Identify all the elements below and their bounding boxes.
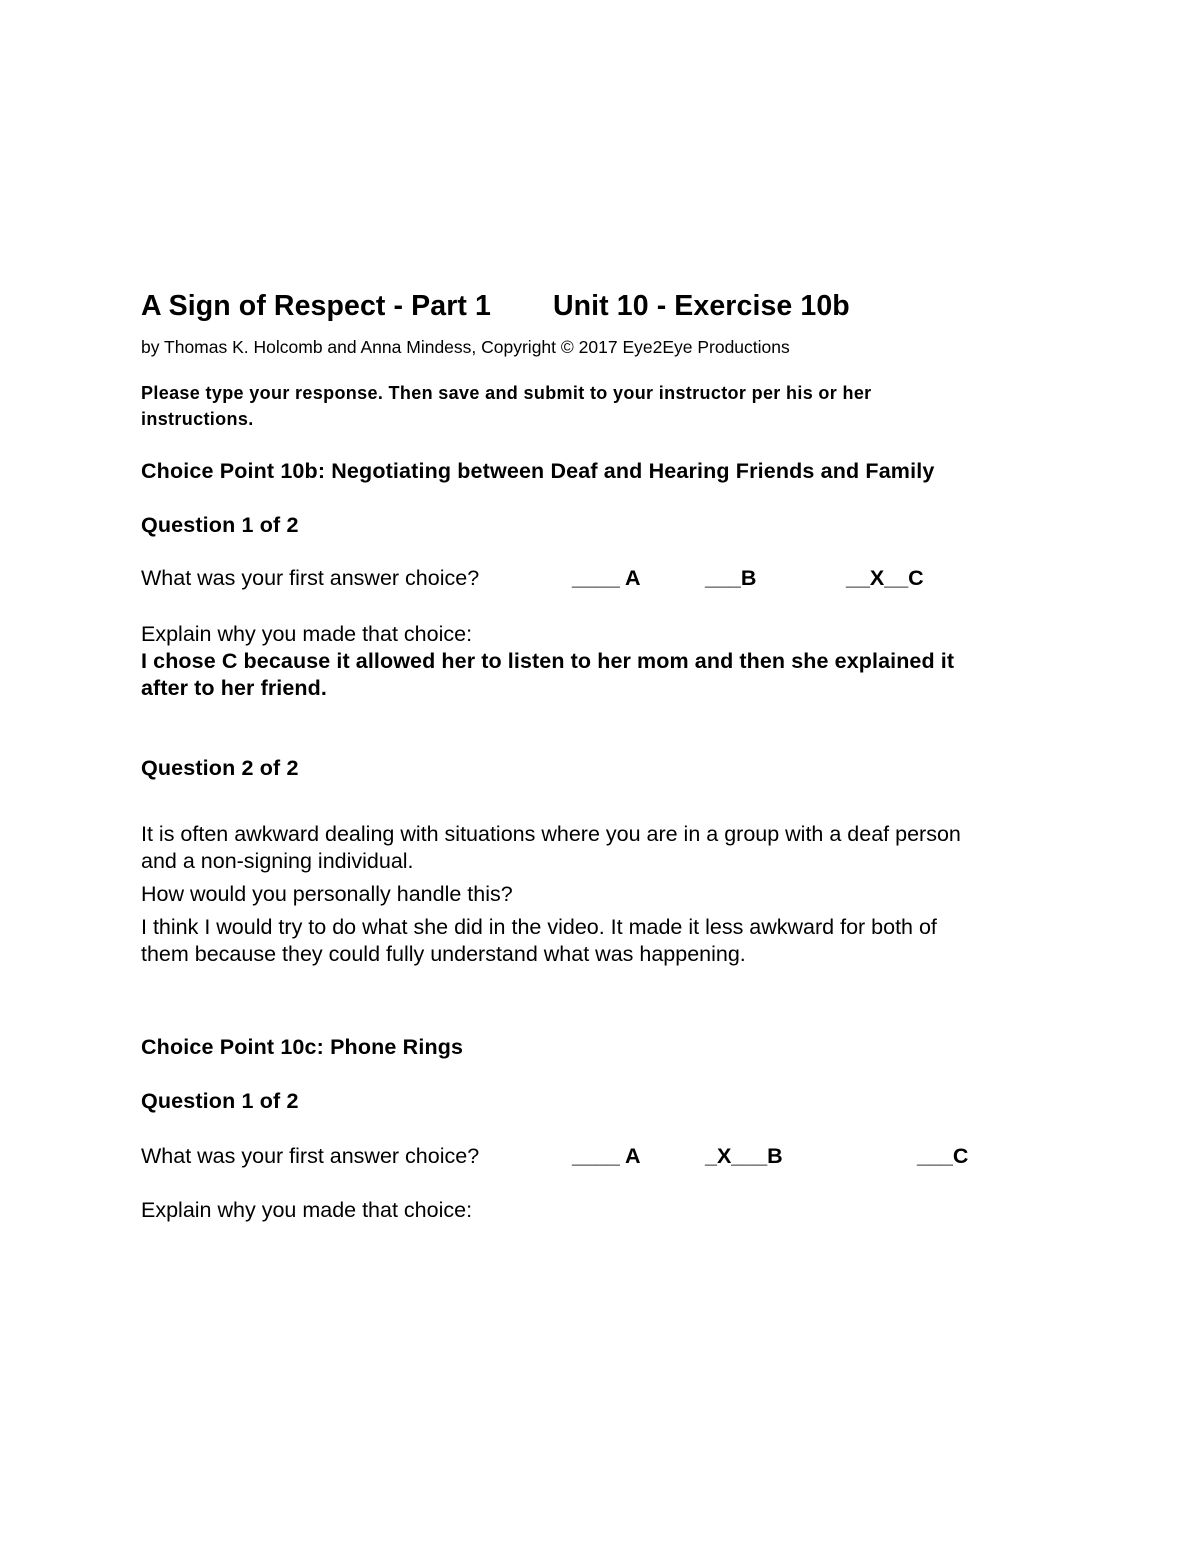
answer-text-line-2: after to her friend. <box>141 676 327 700</box>
question-prompt-line-3: How would you personally handle this? <box>141 882 513 906</box>
choice-c-selected: __X__C <box>846 566 924 590</box>
title-right: Unit 10 - Exercise 10b <box>552 290 850 322</box>
choice-b-selected: _X___B <box>705 1144 783 1168</box>
question-label: Question 2 of 2 <box>141 756 299 780</box>
title-left: A Sign of Respect - Part 1 <box>141 290 491 322</box>
question-prompt-line-2: and a non-signing individual. <box>141 849 414 873</box>
section-heading-10b: Choice Point 10b: Negotiating between Deaf and Hearing Friends and Family <box>141 459 935 483</box>
explain-prompt: Explain why you made that choice: <box>141 1198 473 1222</box>
answer-choice-prompt: What was your first answer choice? <box>141 1144 480 1168</box>
byline: by Thomas K. Holcomb and Anna Mindess, Copyright © 2017 Eye2Eye Productions <box>141 337 790 357</box>
choice-a: ____ A <box>572 1144 641 1168</box>
answer-text-line-2: them because they could fully understand what was happening. <box>141 942 746 966</box>
answer-choice-prompt: What was your first answer choice? <box>141 566 480 590</box>
answer-text-line-1: I think I would try to do what she did in the video. It made it less awkward for both of <box>141 915 937 939</box>
document-title <box>141 290 850 323</box>
instructions-line-1: Please type your response. Then save and submit to your instructor per his or her <box>141 383 872 403</box>
question-label: Question 1 of 2 <box>141 513 299 537</box>
question-prompt-line-1: It is often awkward dealing with situations where you are in a group with a deaf person <box>141 822 961 846</box>
instructions-line-2: instructions. <box>141 409 254 429</box>
answer-text-line-1: I chose C because it allowed her to listen to her mom and then she explained it <box>141 649 955 673</box>
explain-prompt: Explain why you made that choice: <box>141 622 473 646</box>
choice-c: ___C <box>917 1144 969 1168</box>
choice-b: ___B <box>705 566 757 590</box>
section-heading-10c: Choice Point 10c: Phone Rings <box>141 1035 464 1059</box>
question-label: Question 1 of 2 <box>141 1089 299 1113</box>
choice-a: ____ A <box>572 566 641 590</box>
